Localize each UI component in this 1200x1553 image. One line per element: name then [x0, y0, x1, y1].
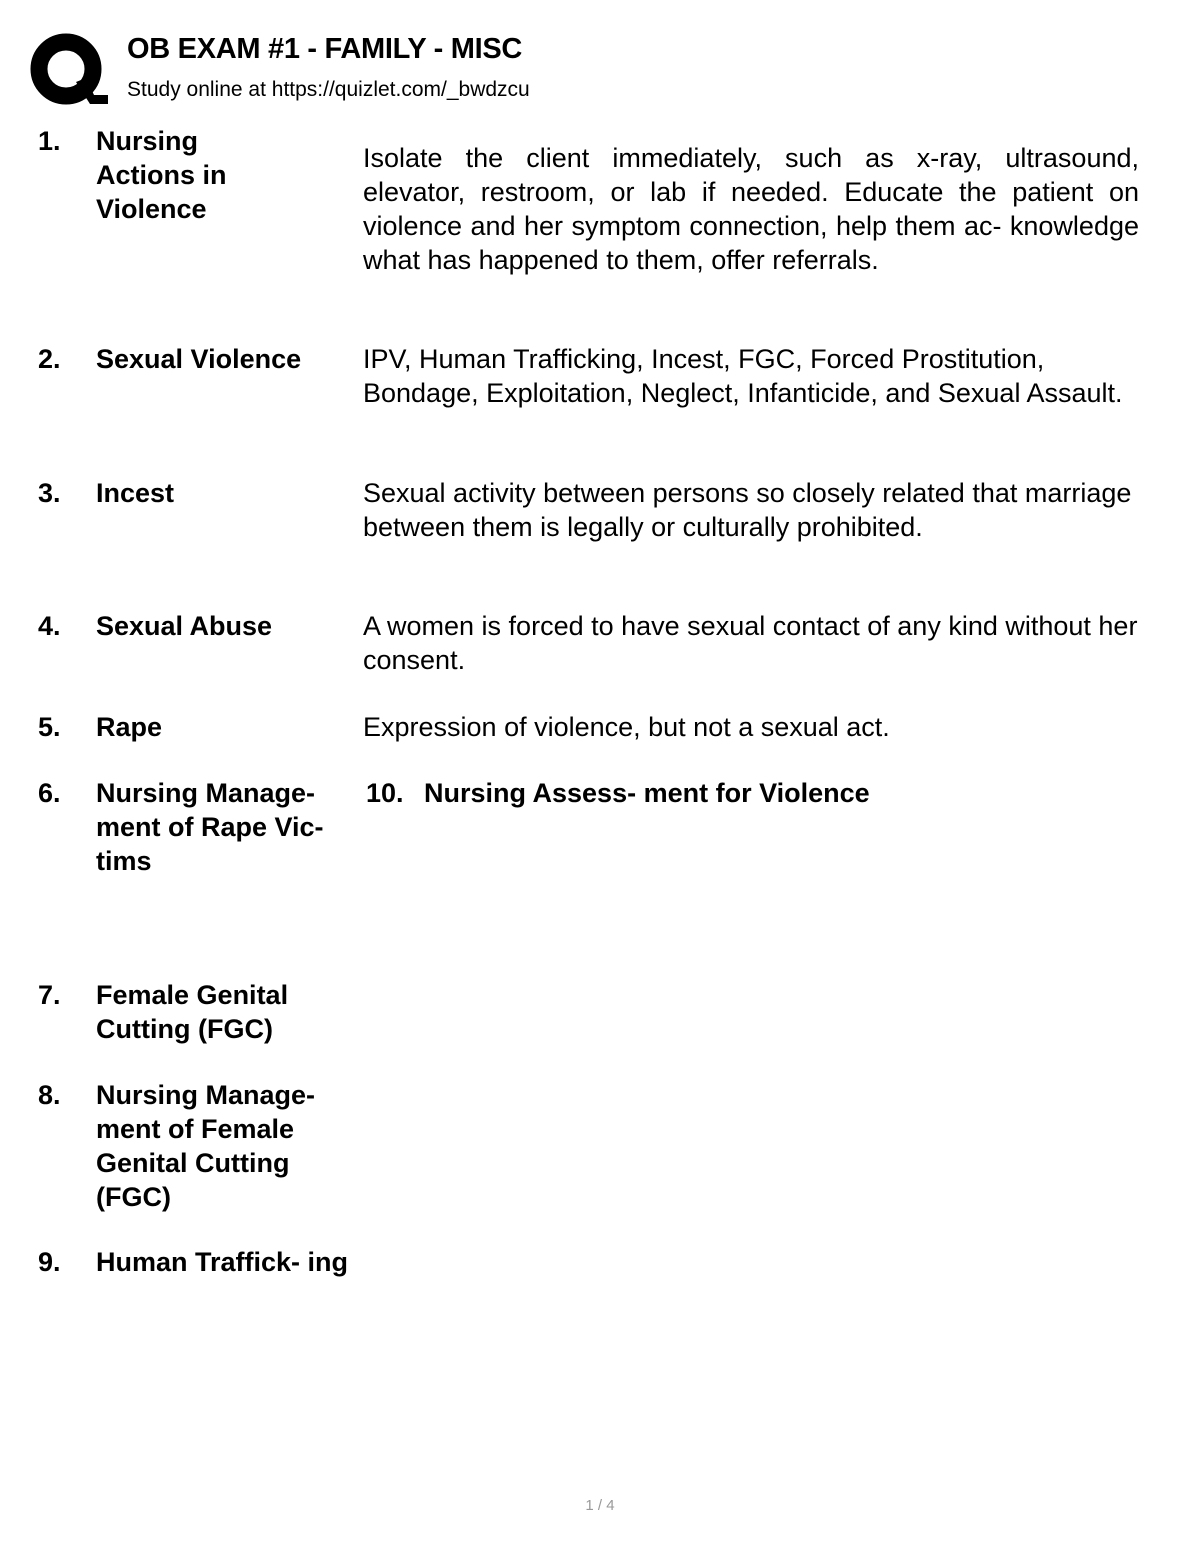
- card-number: 1.: [38, 126, 61, 156]
- card-term: Human Traffick- ing: [96, 1247, 349, 1277]
- card-definition: A women is forced to have sexual contact of any kind without her consent.: [363, 611, 1138, 675]
- card-definition: Expression of violence, but not a sexual act.: [363, 712, 890, 742]
- study-online-link[interactable]: Study online at https://quizlet.com/_bwdzcu: [127, 78, 530, 101]
- card-number: 7.: [38, 980, 61, 1010]
- card-definition: Isolate the client immediately, such as x-ray, ultrasound, elevator, restroom, or lab if needed. Educate the patient on violence and her symptom connection, help them ac- knowledge what has happened to them, offer referrals.: [363, 143, 1139, 275]
- card-term: Nursing Assess- ment for Violence: [424, 778, 870, 808]
- card-term: Nursing Manage- ment of Rape Vic- tims: [96, 778, 324, 876]
- document-title: OB EXAM #1 - FAMILY - MISC: [127, 33, 523, 65]
- card-number: 8.: [38, 1080, 61, 1110]
- card-term: Sexual Violence: [96, 344, 302, 374]
- quizlet-logo-icon: [30, 32, 108, 106]
- card-definition: IPV, Human Trafficking, Incest, FGC, Forced Prostitution, Bondage, Exploitation, Neglect, Infanticide, and Sexual Assault.: [363, 344, 1123, 408]
- card-term: Rape: [96, 712, 163, 742]
- card-number: 3.: [38, 478, 61, 508]
- card-term: Nursing Actions in Violence: [96, 126, 227, 224]
- card-term: Sexual Abuse: [96, 611, 273, 641]
- card-term: Nursing Manage- ment of Female Genital Cutting (FGC): [96, 1080, 316, 1212]
- card-number: 4.: [38, 611, 61, 641]
- card-definition: Sexual activity between persons so closely related that marriage between them is legally or culturally prohibited.: [363, 478, 1132, 542]
- page-indicator: 1 / 4: [585, 1497, 615, 1514]
- card-number: 10.: [366, 778, 404, 808]
- card-number: 6.: [38, 778, 61, 808]
- card-term: Incest: [96, 478, 175, 508]
- card-number: 9.: [38, 1247, 61, 1277]
- card-number: 2.: [38, 344, 61, 374]
- card-term: Female Genital Cutting (FGC): [96, 980, 289, 1044]
- card-number: 5.: [38, 712, 61, 742]
